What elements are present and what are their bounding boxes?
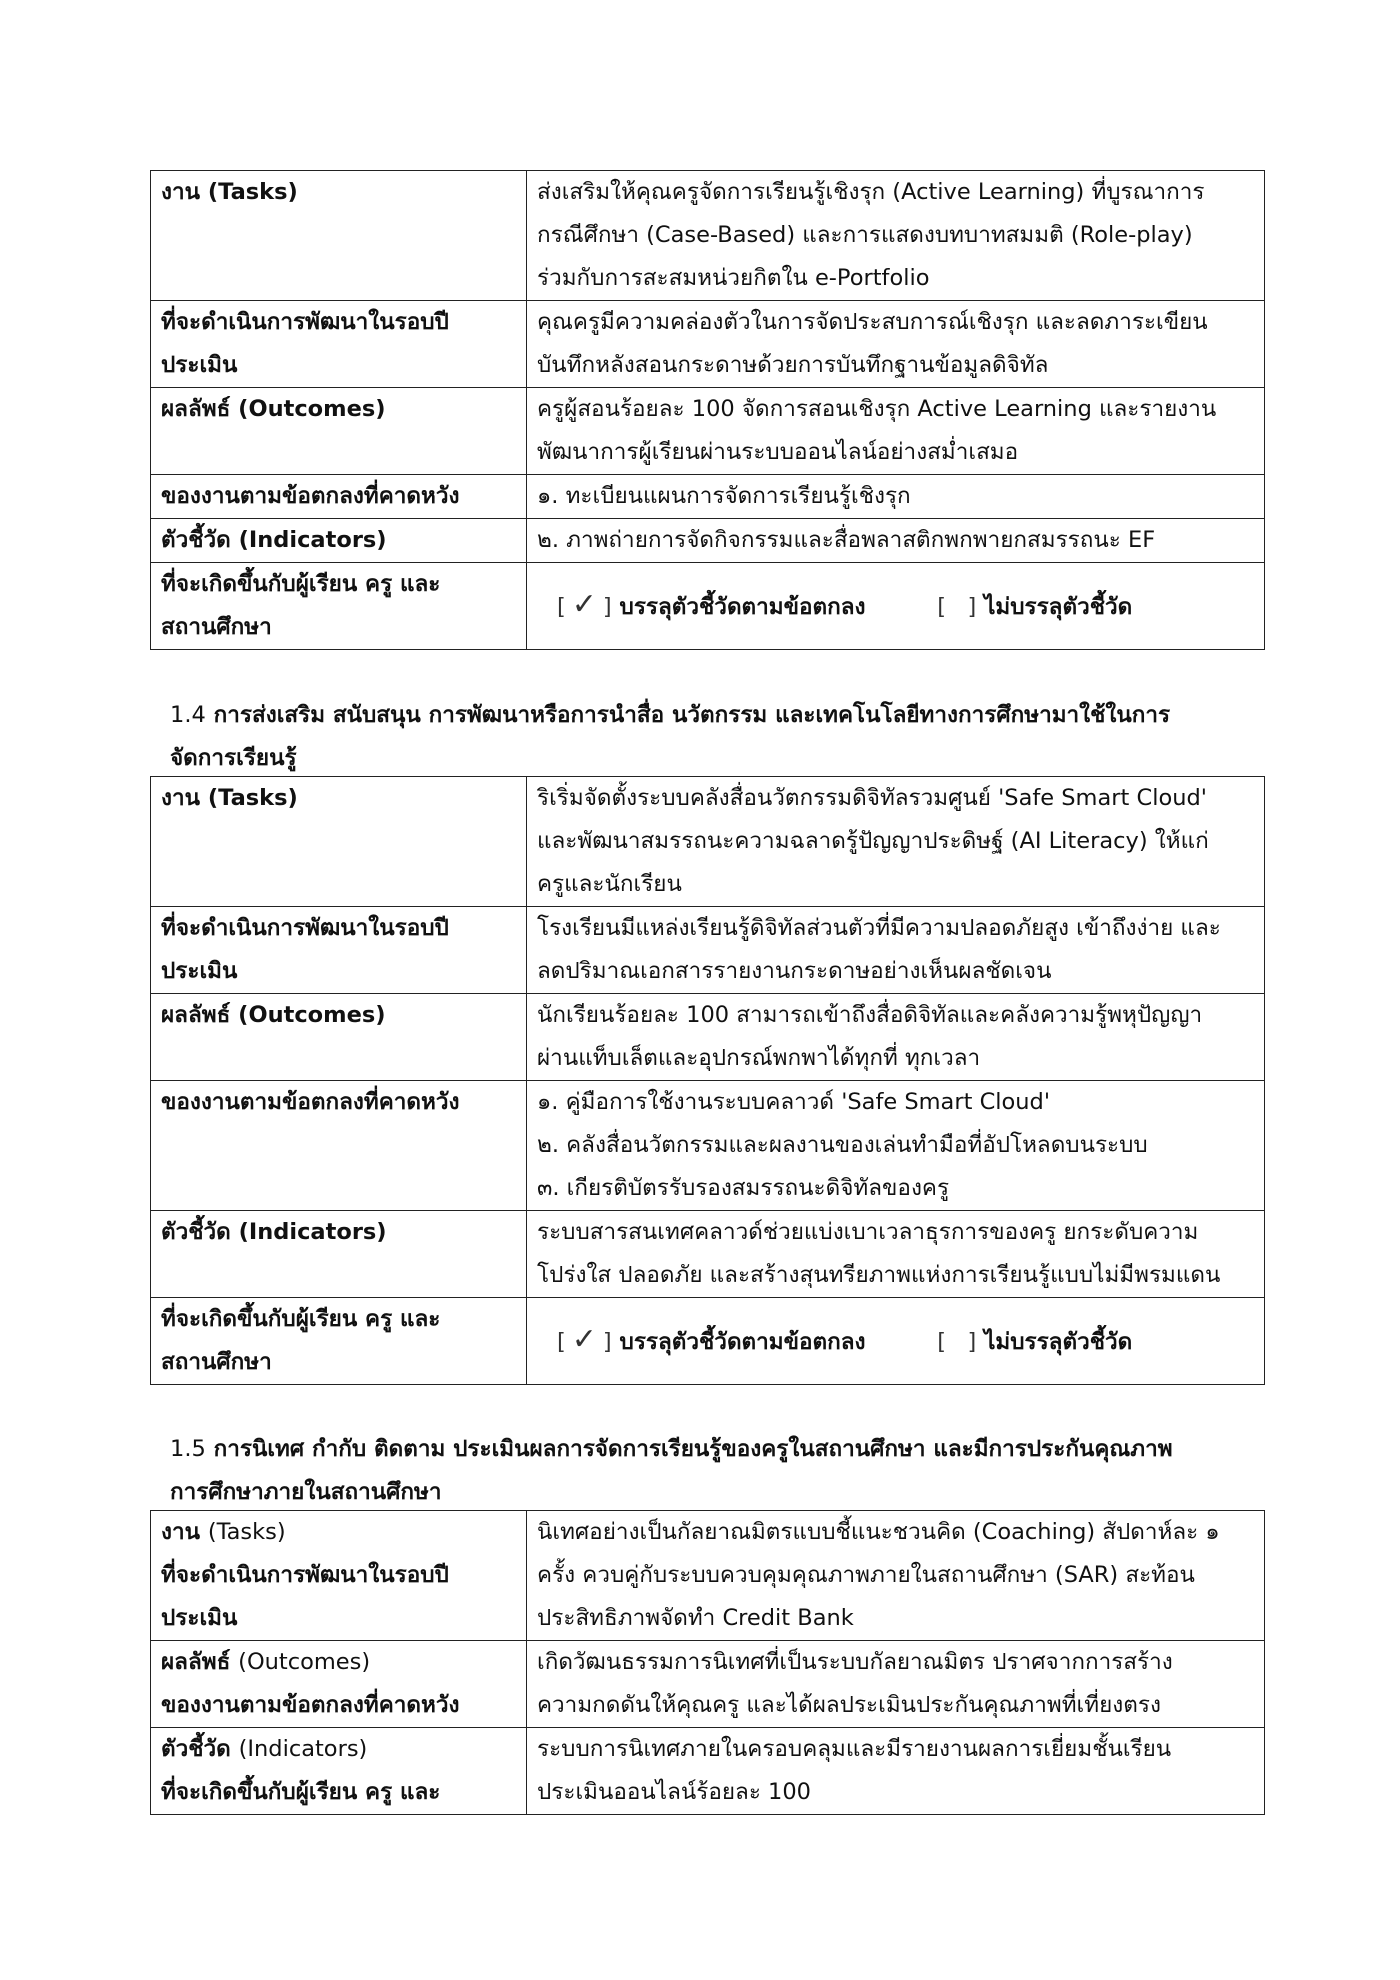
table-row-outcomes <box>151 388 1265 475</box>
label-indicators: ตัวชี้วัด (Indicators) <box>151 1211 527 1298</box>
value-development <box>527 907 1265 994</box>
text-line: ร่วมกับการสะสมหน่วยกิตใน e-Portfolio <box>537 265 930 291</box>
label-indicators-occur: ตัวชี้วัด (Indicators) ที่จะเกิดขึ้นกับผู้เรียน ครู และ <box>151 1728 527 1815</box>
label-not-met: ไม่บรรลุตัวชี้วัด <box>984 1329 1133 1355</box>
text-line: เกิดวัฒนธรรมการนิเทศที่เป็นระบบกัลยาณมิตร ปราศจากการสร้าง <box>537 1649 1173 1675</box>
table-row-development <box>151 907 1265 994</box>
value-indicators: ๒. ภาพถ่ายการจัดกิจกรรมและสื่อพลาสติกพกพายกสมรรถนะ EF <box>527 519 1265 563</box>
table-section-1-5 <box>150 1510 1265 1815</box>
label-met: บรรลุตัวชี้วัดตามข้อตกลง <box>619 1329 866 1355</box>
value-tasks <box>527 777 1265 907</box>
label-tasks-development: งาน (Tasks) ที่จะดำเนินการพัฒนาในรอบปี ประเมิน <box>151 1511 527 1641</box>
text-line: ความกดดันให้คุณครู และได้ผลประเมินประกันคุณภาพที่เที่ยงตรง <box>537 1692 1161 1718</box>
value-outcomes <box>527 388 1265 475</box>
label-outcomes: ผลลัพธ์ (Outcomes) <box>151 388 527 475</box>
text-line: ระบบสารสนเทศคลาวด์ช่วยแบ่งเบาเวลาธุรการของครู ยกระดับความ <box>537 1219 1199 1245</box>
table-row-indicators <box>151 519 1265 563</box>
text-line: ประสิทธิภาพจัดทำ Credit Bank <box>537 1605 854 1631</box>
label-expected: ของงานตามข้อตกลงที่คาดหวัง <box>151 1081 527 1211</box>
assessment-result <box>527 1298 1265 1385</box>
text-line: ริเริ่มจัดตั้งระบบคลังสื่อนวัตกรรมดิจิทัลรวมศูนย์ 'Safe Smart Cloud' <box>537 785 1207 811</box>
text-line: พัฒนาการผู้เรียนผ่านระบบออนไลน์อย่างสม่ำเสมอ <box>537 439 1019 465</box>
text-line: ประเมินออนไลน์ร้อยละ 100 <box>537 1779 811 1805</box>
label-outcomes-expected: ผลลัพธ์ (Outcomes) ของงานตามข้อตกลงที่คาดหวัง <box>151 1641 527 1728</box>
label-development: ที่จะดำเนินการพัฒนาในรอบปี ประเมิน <box>151 907 527 994</box>
label-indicators: ตัวชี้วัด (Indicators) <box>151 519 527 563</box>
text-line: ๑. คู่มือการใช้งานระบบคลาวด์ 'Safe Smart Cloud' <box>537 1089 1051 1115</box>
table-section-1-3 <box>150 170 1265 650</box>
table-row-outcomes <box>151 1641 1265 1728</box>
text-line: ผ่านแท็บเล็ตและอุปกรณ์พกพาได้ทุกที่ ทุกเวลา <box>537 1045 981 1071</box>
value-tasks <box>527 171 1265 301</box>
text-line: คุณครูมีความคล่องตัวในการจัดประสบการณ์เชิงรุก และลดภาระเขียน <box>537 309 1208 335</box>
table-row-outcomes <box>151 994 1265 1081</box>
table-row-tasks <box>151 171 1265 301</box>
text-line: บันทึกหลังสอนกระดาษด้วยการบันทึกฐานข้อมูลดิจิทัล <box>537 352 1049 378</box>
checkmark-icon: ✓ <box>571 587 597 622</box>
table-row-expected <box>151 475 1265 519</box>
assessment-result <box>527 563 1265 650</box>
label-development: ที่จะดำเนินการพัฒนาในรอบปี ประเมิน <box>151 301 527 388</box>
table-section-1-4 <box>150 776 1265 1385</box>
value-outcomes <box>527 994 1265 1081</box>
table-row-indicators <box>151 1728 1265 1815</box>
checkbox-unchecked[interactable]: [ ] <box>937 1329 977 1355</box>
label-expected: ของงานตามข้อตกลงที่คาดหวัง <box>151 475 527 519</box>
text-line: กรณีศึกษา (Case-Based) และการแสดงบทบาทสมมติ (Role-play) <box>537 222 1193 248</box>
text-line: โรงเรียนมีแหล่งเรียนรู้ดิจิทัลส่วนตัวที่มีความปลอดภัยสูง เข้าถึงง่าย และ <box>537 915 1221 941</box>
label-outcomes: ผลลัพธ์ (Outcomes) <box>151 994 527 1081</box>
value-expected <box>527 1081 1265 1211</box>
label-tasks: งาน (Tasks) <box>151 777 527 907</box>
text-line: นักเรียนร้อยละ 100 สามารถเข้าถึงสื่อดิจิทัลและคลังความรู้พหุปัญญา <box>537 1002 1203 1028</box>
text-line: ลดปริมาณเอกสารรายงานกระดาษอย่างเห็นผลชัดเจน <box>537 958 1052 984</box>
section-heading-1-4: 1.4 การส่งเสริม สนับสนุน การพัฒนาหรือการนำสื่อ นวัตกรรม และเทคโนโลยีทางการศึกษามาใช้ในการ จัดการเรียนรู้ <box>170 702 1171 771</box>
value-indicators <box>527 1211 1265 1298</box>
table-row-tasks <box>151 1511 1265 1641</box>
table-row-assessment <box>151 1298 1265 1385</box>
value-tasks <box>527 1511 1265 1641</box>
table-row-expected <box>151 1081 1265 1211</box>
text-line: ครูและนักเรียน <box>537 871 682 897</box>
checkmark-icon: ✓ <box>571 1322 597 1357</box>
section-heading-1-5: 1.5 การนิเทศ กำกับ ติดตาม ประเมินผลการจัดการเรียนรู้ของครูในสถานศึกษา และมีการประกันคุณภาพ การศึกษาภายในสถานศึกษา <box>170 1436 1173 1505</box>
label-occur: ที่จะเกิดขึ้นกับผู้เรียน ครู และ สถานศึกษา <box>151 1298 527 1385</box>
text-line: ครั้ง ควบคู่กับระบบควบคุมคุณภาพภายในสถานศึกษา (SAR) สะท้อน <box>537 1562 1195 1588</box>
checkbox-checked[interactable]: [ ✓ ] <box>557 587 612 622</box>
label-not-met: ไม่บรรลุตัวชี้วัด <box>984 594 1133 620</box>
text-line: ครูผู้สอนร้อยละ 100 จัดการสอนเชิงรุก Active Learning และรายงาน <box>537 396 1217 422</box>
table-row-assessment <box>151 563 1265 650</box>
value-expected: ๑. ทะเบียนแผนการจัดการเรียนรู้เชิงรุก <box>527 475 1265 519</box>
label-occur: ที่จะเกิดขึ้นกับผู้เรียน ครู และ สถานศึกษา <box>151 563 527 650</box>
checkbox-checked[interactable]: [ ✓ ] <box>557 1322 612 1357</box>
text-line: ส่งเสริมให้คุณครูจัดการเรียนรู้เชิงรุก (Active Learning) ที่บูรณาการ <box>537 179 1205 205</box>
text-line: และพัฒนาสมรรถนะความฉลาดรู้ปัญญาประดิษฐ์ (AI Literacy) ให้แก่ <box>537 828 1209 854</box>
text-line: ระบบการนิเทศภายในครอบคลุมและมีรายงานผลการเยี่ยมชั้นเรียน <box>537 1736 1172 1762</box>
label-met: บรรลุตัวชี้วัดตามข้อตกลง <box>619 594 866 620</box>
checkbox-unchecked[interactable]: [ ] <box>937 594 977 620</box>
text-line: ๒. คลังสื่อนวัตกรรมและผลงานของเล่นทำมือที่อัปโหลดบนระบบ <box>537 1132 1148 1158</box>
label-tasks: งาน (Tasks) <box>151 171 527 301</box>
text-line: นิเทศอย่างเป็นกัลยาณมิตรแบบชี้แนะชวนคิด (Coaching) สัปดาห์ละ ๑ <box>537 1519 1220 1545</box>
table-row-tasks <box>151 777 1265 907</box>
table-row-indicators <box>151 1211 1265 1298</box>
value-indicators <box>527 1728 1265 1815</box>
table-row-development <box>151 301 1265 388</box>
value-development <box>527 301 1265 388</box>
text-line: ๓. เกียรติบัตรรับรองสมรรถนะดิจิทัลของครู <box>537 1175 950 1201</box>
value-outcomes <box>527 1641 1265 1728</box>
text-line: โปร่งใส ปลอดภัย และสร้างสุนทรียภาพแห่งการเรียนรู้แบบไม่มีพรมแดน <box>537 1262 1221 1288</box>
